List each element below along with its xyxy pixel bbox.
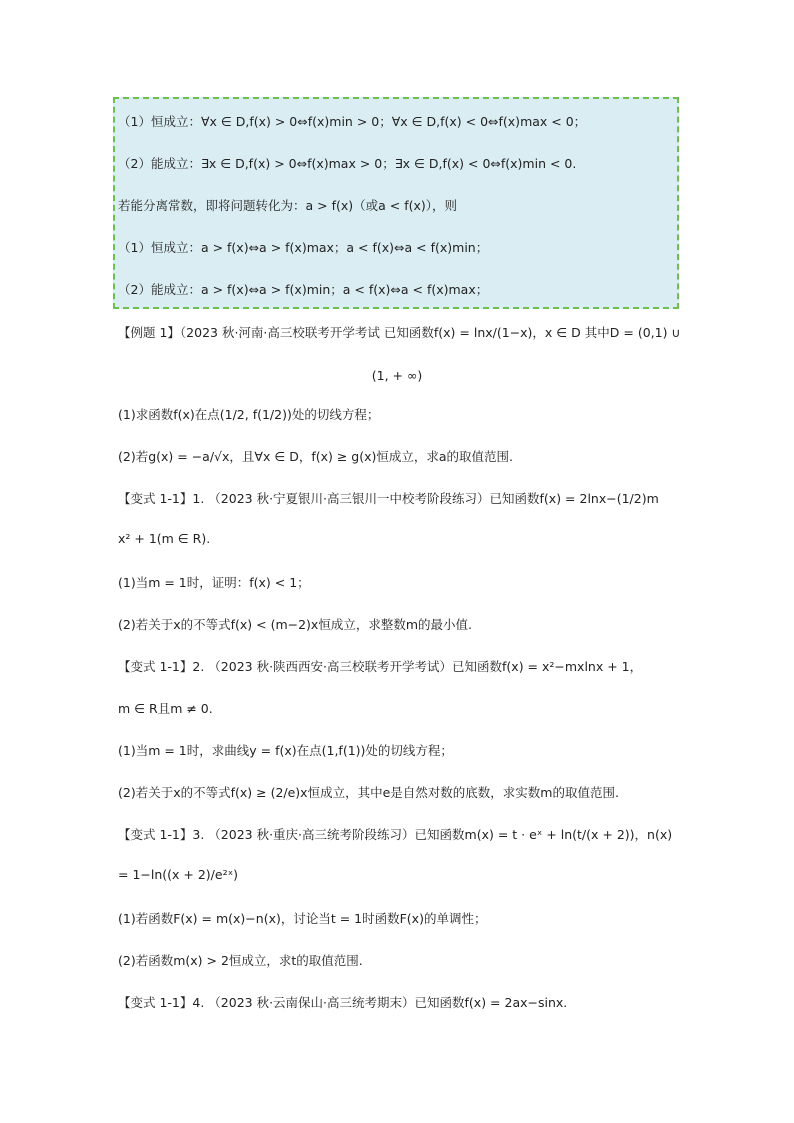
variant1-q2: (2)若关于x的不等式f(x) < (m−2)x恒成立，求整数m的最小值. bbox=[118, 617, 472, 632]
variant1-q1: (1)当m = 1时，证明：f(x) < 1； bbox=[118, 575, 310, 590]
example1-q1: (1)求函数f(x)在点(1/2, f(1/2))处的切线方程； bbox=[118, 407, 380, 422]
variant2-title: 【变式 1-1】2. （2023 秋·陕西西安·高三校联考开学考试）已知函数f(x) = x²−mxlnx + 1， bbox=[118, 659, 643, 674]
variant2-line2: m ∈ R且m ≠ 0. bbox=[118, 701, 213, 716]
box-line-2: （2）能成立：∃x ∈ D,f(x) > 0⇔f(x)max > 0；∃x ∈ D,f(x) < 0⇔f(x)min < 0. bbox=[118, 156, 577, 171]
variant3-q2: (2)若函数m(x) > 2恒成立，求t的取值范围. bbox=[118, 953, 363, 968]
example1-q2: (2)若g(x) = −a/√x，且∀x ∈ D，f(x) ≥ g(x)恒成立，求a的取值范围. bbox=[118, 449, 514, 464]
variant1-line2: x² + 1(m ∈ R). bbox=[118, 531, 211, 546]
variant2-q2: (2)若关于x的不等式f(x) ≥ (2/e)x恒成立，其中e是自然对数的底数，求实数m的取值范围. bbox=[118, 785, 619, 800]
example1-domain: (1, + ∞) bbox=[371, 368, 423, 383]
variant3-line2: = 1−ln((x + 2)/e²ˣ) bbox=[118, 867, 239, 882]
variant3-title: 【变式 1-1】3. （2023 秋·重庆·高三统考阶段练习）已知函数m(x) = t · eˣ + ln(t/(x + 2))，n(x) bbox=[118, 827, 673, 842]
variant2-q1: (1)当m = 1时，求曲线y = f(x)在点(1,f(1))处的切线方程； bbox=[118, 743, 453, 758]
example1-title: 【例题 1】（2023 秋·河南·高三校联考开学考试 已知函数f(x) = lnx/(1−x)，x ∈ D 其中D = (0,1) ∪ bbox=[118, 325, 681, 340]
box-line-1: （1）恒成立：∀x ∈ D,f(x) > 0⇔f(x)min > 0；∀x ∈ D,f(x) < 0⇔f(x)max < 0； bbox=[118, 114, 587, 129]
box-line-5: （2）能成立：a > f(x)⇔a > f(x)min；a < f(x)⇔a < f(x)max； bbox=[118, 282, 489, 297]
variant1-title: 【变式 1-1】1. （2023 秋·宁夏银川·高三银川一中校考阶段练习）已知函数f(x) = 2lnx−(1/2)m bbox=[118, 491, 659, 506]
variant3-q1: (1)若函数F(x) = m(x)−n(x)，讨论当t = 1时函数F(x)的单调性； bbox=[118, 911, 487, 926]
box-line-3: 若能分离常数，即将问题转化为：a > f(x)（或a < f(x)），则 bbox=[118, 198, 458, 213]
box-line-4: （1）恒成立：a > f(x)⇔a > f(x)max；a < f(x)⇔a < f(x)min； bbox=[118, 240, 489, 255]
variant4-title: 【变式 1-1】4. （2023 秋·云南保山·高三统考期末）已知函数f(x) = 2ax−sinx. bbox=[118, 995, 568, 1010]
